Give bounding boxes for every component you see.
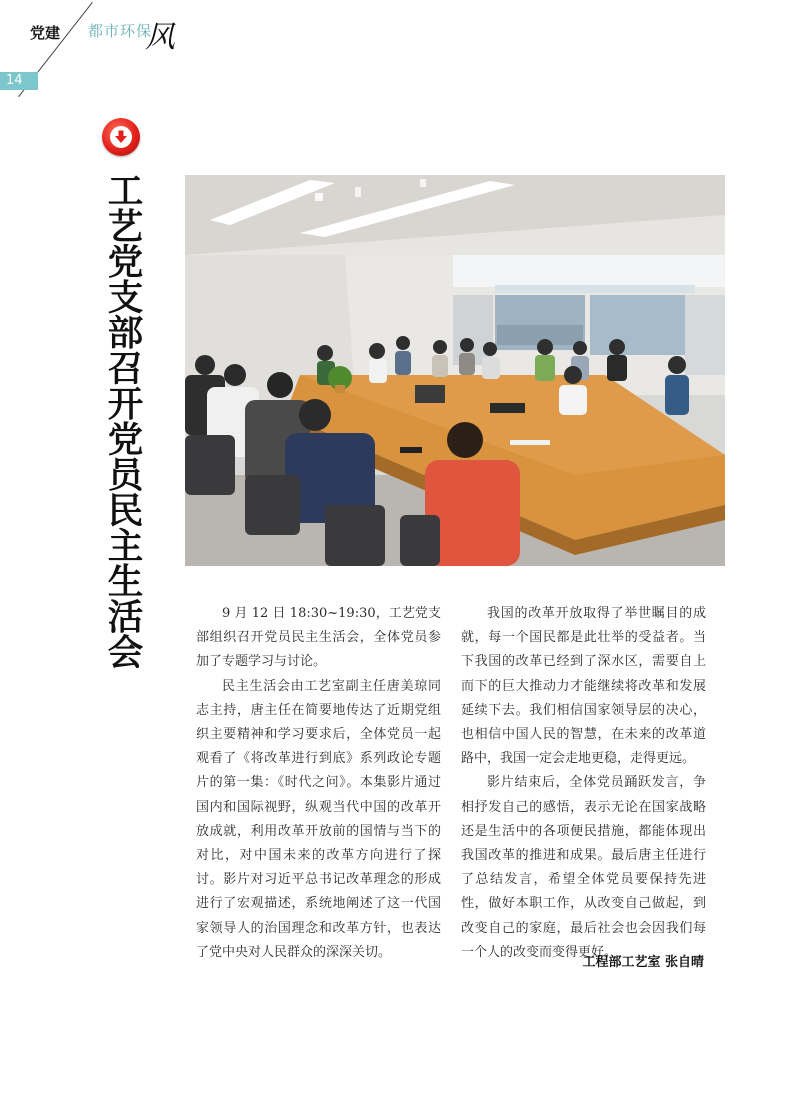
column-right bbox=[461, 602, 706, 965]
byline: 工程部工艺室 张自晴 bbox=[582, 955, 704, 970]
magazine-name: 都市环保 bbox=[88, 22, 153, 40]
column-left bbox=[196, 602, 441, 965]
paragraph: 影片结束后，全体党员踊跃发言，争相抒发自己的感悟，表示无论在国家战略还是生活中的各项便民措施，都能体现出我国改革的推进和成果。最后唐主任进行了总结发言，希望全体党员要保持先进性，做好本职工作，从改变自己做起，到改变自己的家庭，最后社会也会因我们每一个人的改变而变得更好。 bbox=[461, 775, 706, 960]
paragraph: 我国的改革开放取得了举世瞩目的成就，每一个国民都是此壮举的受益者。当下我国的改革已经到了深水区，需要自上而下的巨大推动力才能继续将改革和发展延续下去。我们相信国家领导层的决心，也相信中国人民的智慧，在未来的改革道路中，我国一定会走地更稳，走得更远。 bbox=[461, 606, 706, 767]
meeting-photo bbox=[185, 175, 725, 566]
paragraph: 9 月 12 日 18:30~19:30，工艺党支部组织召开党员民主生活会，全体党员参加了专题学习与讨论。 bbox=[196, 606, 441, 670]
down-arrow-icon bbox=[102, 118, 140, 156]
article-title: 工艺党支部召开党员民主生活会 bbox=[102, 172, 143, 669]
section-label: 党建 bbox=[30, 24, 61, 42]
magazine-glyph: 风 bbox=[145, 20, 175, 55]
page-number: 14 bbox=[6, 73, 23, 88]
paragraph: 民主生活会由工艺室副主任唐美琼同志主持，唐主任在简要地传达了近期党组织主要精神和学习要求后，全体党员一起观看了《将改革进行到底》系列政论专题片的第一集：《时代之问》。本集影片通过国内和国际视野，纵观当代中国的改革开放成就，利用改革开放前的国情与当下的对比，对中国未来的改革方向进行了探讨。影片对习近平总书记改革理念的形成进行了宏观描述，系统地阐述了这一代国家领导人的治国理念和改革方针，也表达了党中央对人民群众的深深关切。 bbox=[196, 678, 441, 960]
